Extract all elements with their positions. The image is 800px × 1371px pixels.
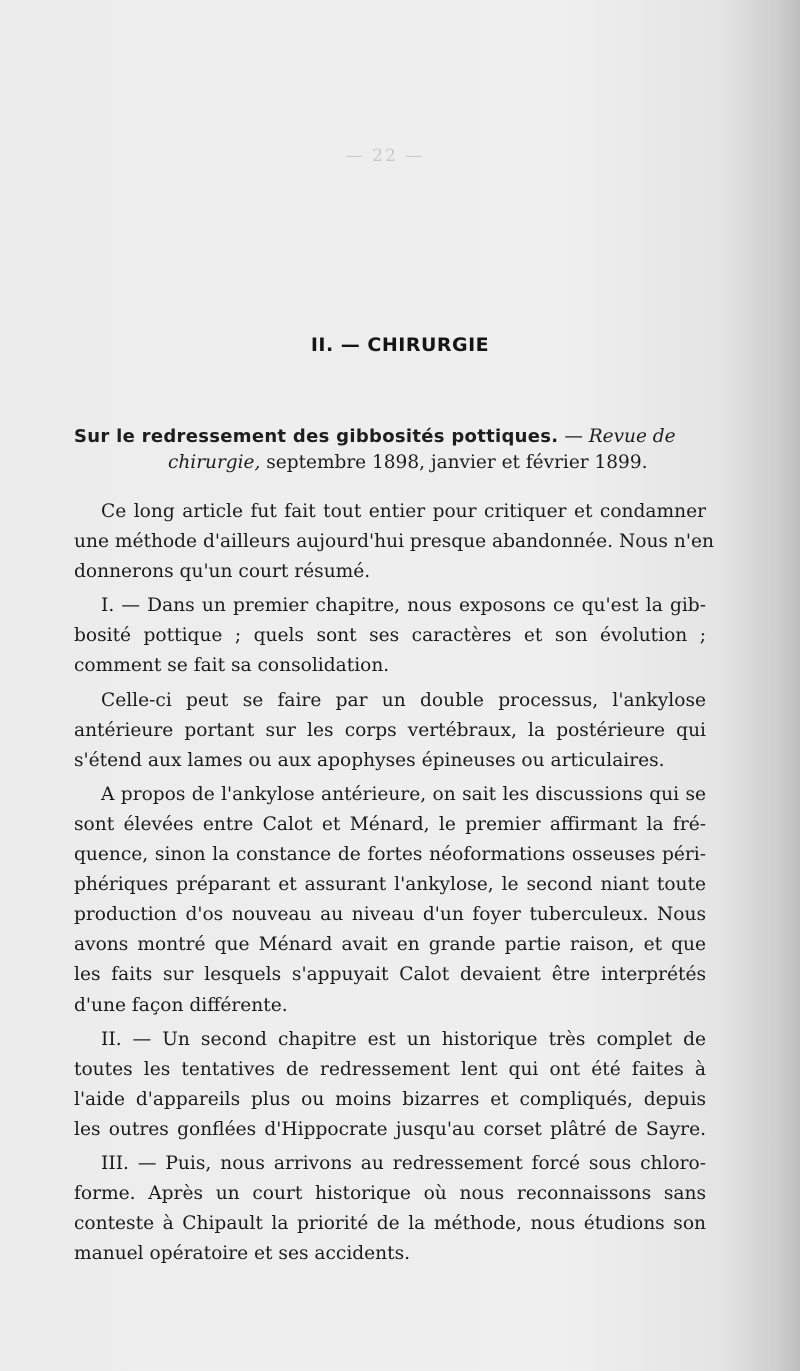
text-line: l'aide d'appareils plus ou moins bizarres et compliqués, depuis <box>74 1088 706 1110</box>
text-line: les outres gonflées d'Hippocrate jusqu'au corset plâtré de Sayre. <box>74 1118 706 1140</box>
text-line: les faits sur lesquels s'appuyait Calot devaient être interprétés <box>74 964 706 986</box>
text-line: antérieure portant sur les corps vertébraux, la postérieure qui <box>74 719 706 741</box>
paragraph <box>74 1025 706 1145</box>
text-line: phériques préparant et assurant l'ankylose, le second niant toute <box>74 874 706 896</box>
text-line: d'une façon différente. <box>74 994 288 1016</box>
text-line: s'étend aux lames ou aux apophyses épineuses ou articulaires. <box>74 749 665 771</box>
text-line: donnerons qu'un court résumé. <box>74 561 371 583</box>
paragraph <box>74 591 706 681</box>
section-title: II. — CHIRURGIE <box>310 334 490 356</box>
journal-name-part-2: chirurgie, <box>168 452 261 473</box>
text-line: manuel opératoire et ses accidents. <box>74 1243 411 1265</box>
text-line: forme. Après un court historique où nous reconnaissons sans <box>74 1183 706 1205</box>
paragraph <box>74 686 706 776</box>
article-dates: septembre 1898, janvier et février 1899. <box>266 452 648 473</box>
text-line: I. — Dans un premier chapitre, nous exposons ce qu'est la gib- <box>101 595 706 617</box>
text-line: production d'os nouveau au niveau d'un foyer tuberculeux. Nous <box>74 904 706 926</box>
text-line: II. — Un second chapitre est un historique très complet de <box>101 1028 706 1050</box>
text-line: A propos de l'ankylose antérieure, on sait les discussions qui se <box>101 783 706 805</box>
text-line: quence, sinon la constance de fortes néoformations osseuses péri- <box>74 844 706 866</box>
article-heading <box>74 424 706 476</box>
text-line: toutes les tentatives de redressement lent qui ont été faites à <box>74 1058 706 1080</box>
article-dash: — <box>564 426 583 447</box>
body-text <box>74 497 714 1269</box>
journal-name-part-1: Revue de <box>588 426 676 447</box>
paragraph <box>74 497 714 587</box>
text-line: comment se fait sa consolidation. <box>74 655 390 677</box>
text-line: III. — Puis, nous arrivons au redressement forcé sous chloro- <box>101 1152 706 1174</box>
text-line: conteste à Chipault la priorité de la méthode, nous étudions son <box>74 1213 706 1235</box>
paragraph <box>74 780 706 1021</box>
paragraph <box>74 1149 706 1269</box>
article-title: Sur le redressement des gibbosités pottiques. <box>74 426 559 447</box>
text-line: bosité pottique ; quels sont ses caractères et son évolution ; <box>74 625 706 647</box>
text-line: Ce long article fut fait tout entier pour critiquer et condamner <box>101 501 706 522</box>
text-line: sont élevées entre Calot et Ménard, le premier affirmant la fré- <box>74 813 706 835</box>
article-heading-line-2 <box>74 450 706 476</box>
article-heading-line-1 <box>74 424 706 450</box>
text-line: Celle-ci peut se faire par un double processus, l'ankylose <box>101 689 706 711</box>
text-line: avons montré que Ménard avait en grande partie raison, et que <box>74 934 706 956</box>
text-line: une méthode d'ailleurs aujourd'hui presque abandonnée. Nous n'en <box>74 531 714 553</box>
page-number: — 22 — <box>345 146 425 166</box>
